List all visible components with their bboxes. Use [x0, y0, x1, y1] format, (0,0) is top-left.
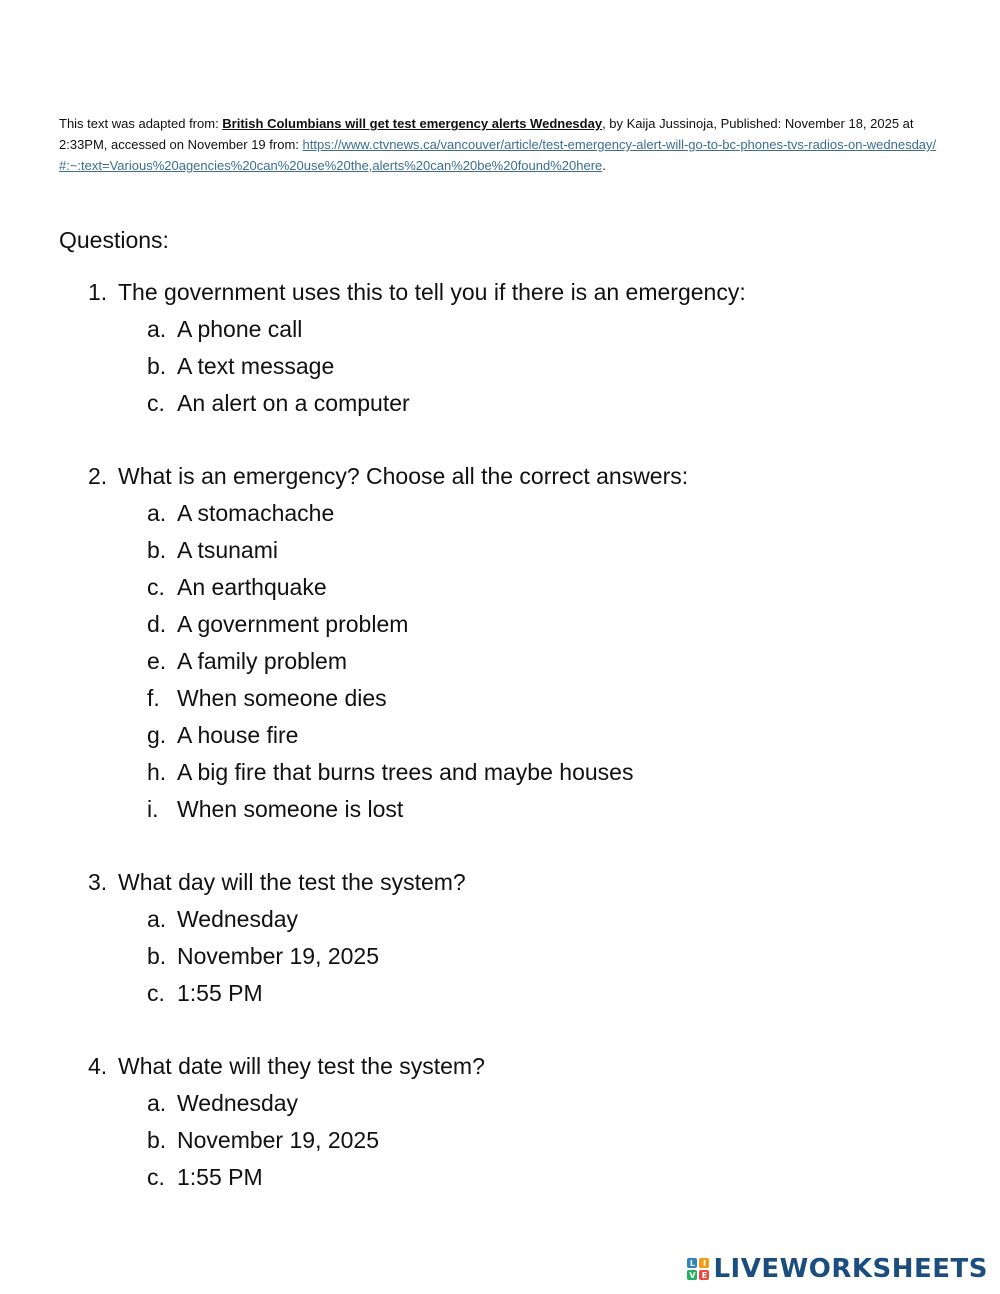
- option-text: When someone dies: [177, 685, 387, 711]
- source-url-link[interactable]: https://www.ctvnews.ca/vancouver/article/test-emergency-alert-will-go-to-bc-phones-tvs-radios-on-wednesday/#:~:text=Various%20agencies%20can%20use%20the,alerts%20can%20be%20found%20here: [59, 137, 937, 173]
- option-letter: b.: [147, 1127, 167, 1153]
- option-text: 1:55 PM: [177, 980, 263, 1006]
- question-2: [0, 458, 1000, 828]
- option-text: A house fire: [177, 722, 299, 748]
- option-letter: h.: [147, 759, 167, 785]
- option-text: November 19, 2025: [177, 943, 380, 969]
- answer-option[interactable]: [0, 569, 1000, 606]
- question-number: 2.: [88, 463, 108, 489]
- question-row: [0, 458, 1000, 495]
- option-text: A big fire that burns trees and maybe houses: [177, 759, 634, 785]
- question-text: What is an emergency? Choose all the correct answers:: [118, 463, 689, 489]
- option-text: Wednesday: [177, 1090, 299, 1116]
- option-text: Wednesday: [177, 906, 299, 932]
- answer-option[interactable]: [0, 1159, 1000, 1196]
- answer-option[interactable]: [0, 532, 1000, 569]
- answer-option[interactable]: [0, 975, 1000, 1012]
- option-text: 1:55 PM: [177, 1164, 263, 1190]
- attribution-byline: , by Kaija Jussinoja, Published: November 18, 2025 at 2:33PM, accessed on November 19 from:: [59, 116, 914, 152]
- option-letter: c.: [147, 390, 165, 416]
- question-3: [0, 864, 1000, 1012]
- logo-icon: [687, 1258, 709, 1280]
- answer-option[interactable]: [0, 1122, 1000, 1159]
- question-number: 1.: [88, 279, 108, 305]
- option-letter: b.: [147, 537, 167, 563]
- question-row: [0, 1048, 1000, 1085]
- question-row: [0, 274, 1000, 311]
- logo-tile: L: [687, 1258, 697, 1268]
- answer-option[interactable]: [0, 901, 1000, 938]
- questions-list: [0, 274, 1000, 1232]
- option-text: A phone call: [177, 316, 303, 342]
- question-1: [0, 274, 1000, 422]
- option-text: A text message: [177, 353, 335, 379]
- option-text: A tsunami: [177, 537, 278, 563]
- option-letter: a.: [147, 316, 167, 342]
- source-title: British Columbians will get test emergency alerts Wednesday: [222, 116, 603, 131]
- answer-option[interactable]: [0, 754, 1000, 791]
- option-letter: b.: [147, 353, 167, 379]
- question-number: 3.: [88, 869, 108, 895]
- option-text: An earthquake: [177, 574, 327, 600]
- option-letter: b.: [147, 943, 167, 969]
- logo-text: LIVEWORKSHEETS: [713, 1254, 988, 1284]
- answer-option[interactable]: [0, 1085, 1000, 1122]
- option-text: November 19, 2025: [177, 1127, 380, 1153]
- option-letter: f.: [147, 685, 160, 711]
- option-text: An alert on a computer: [177, 390, 410, 416]
- attribution-prefix: This text was adapted from:: [59, 116, 223, 131]
- option-letter: e.: [147, 648, 167, 674]
- option-letter: g.: [147, 722, 167, 748]
- answer-option[interactable]: [0, 717, 1000, 754]
- option-letter: i.: [147, 796, 159, 822]
- question-4: [0, 1048, 1000, 1196]
- answer-option[interactable]: [0, 643, 1000, 680]
- answer-option[interactable]: [0, 311, 1000, 348]
- option-letter: c.: [147, 980, 165, 1006]
- option-letter: a.: [147, 500, 167, 526]
- question-number: 4.: [88, 1053, 108, 1079]
- answer-option[interactable]: [0, 385, 1000, 422]
- question-text: What date will they test the system?: [118, 1053, 485, 1079]
- question-text: The government uses this to tell you if there is an emergency:: [118, 279, 746, 305]
- answer-option[interactable]: [0, 791, 1000, 828]
- option-text: A family problem: [177, 648, 348, 674]
- answer-option[interactable]: [0, 348, 1000, 385]
- answer-option[interactable]: [0, 680, 1000, 717]
- attribution-suffix: .: [602, 158, 606, 173]
- option-letter: c.: [147, 1164, 165, 1190]
- option-letter: c.: [147, 574, 165, 600]
- option-text: When someone is lost: [177, 796, 404, 822]
- option-letter: a.: [147, 1090, 167, 1116]
- option-text: A government problem: [177, 611, 409, 637]
- questions-heading: Questions:: [59, 227, 169, 253]
- source-attribution: [59, 113, 939, 176]
- question-row: [0, 864, 1000, 901]
- logo-tile: V: [689, 1270, 696, 1280]
- liveworksheets-logo: [687, 1254, 988, 1284]
- logo-tile: I: [699, 1258, 709, 1268]
- answer-option[interactable]: [0, 938, 1000, 975]
- answer-option[interactable]: [0, 606, 1000, 643]
- logo-tile: E: [699, 1270, 709, 1280]
- option-text: A stomachache: [177, 500, 335, 526]
- option-letter: a.: [147, 906, 167, 932]
- option-letter: d.: [147, 611, 167, 637]
- answer-option[interactable]: [0, 495, 1000, 532]
- question-text: What day will the test the system?: [118, 869, 466, 895]
